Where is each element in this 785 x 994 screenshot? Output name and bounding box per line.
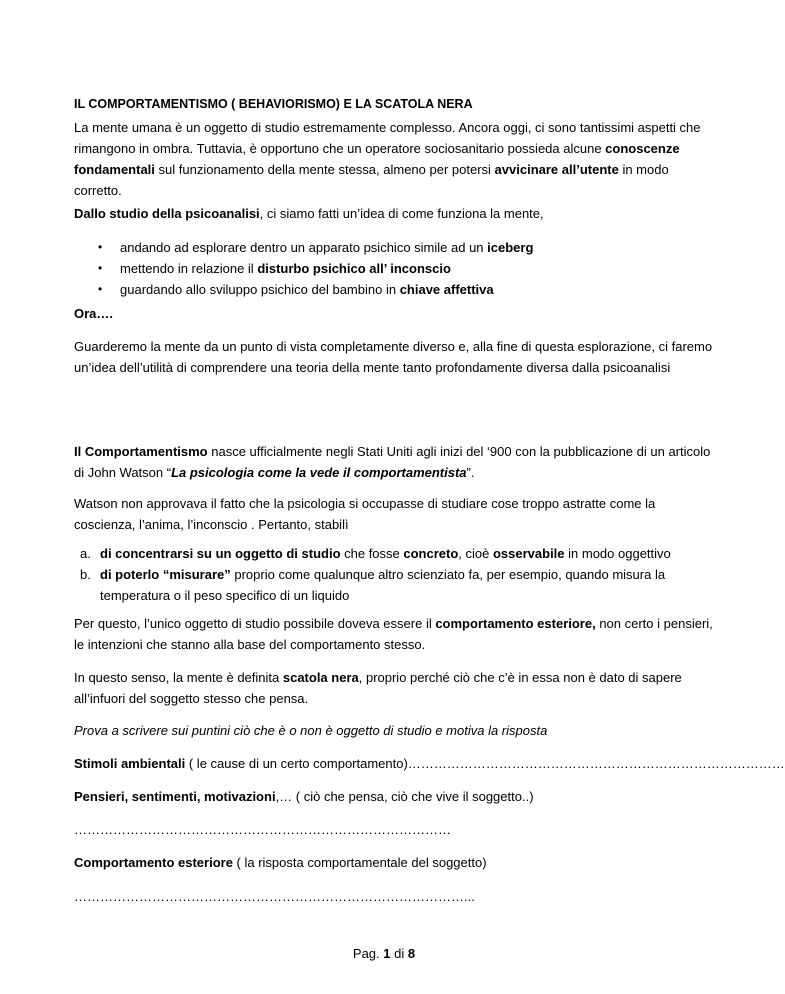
list-marker: a. (80, 546, 91, 561)
bold-text: Il Comportamentismo (74, 444, 208, 459)
italic-text: Prova a scrivere sui puntini ciò che è o non è oggetto di studio e motiva la risposta (74, 723, 548, 738)
bold-text: Stimoli ambientali (74, 756, 186, 771)
paragraph-object-of-study (74, 613, 714, 655)
bold-text: disturbo psichico all’ inconscio (257, 261, 451, 276)
text: sul funzionamento della mente stessa, almeno per potersi (154, 162, 495, 177)
text: , cioè (458, 546, 493, 561)
answer-line-thoughts: …………………………………………………………………………… (74, 822, 451, 837)
list-item (74, 258, 714, 279)
bold-text: osservabile (492, 546, 565, 561)
bold-text: avvicinare all’utente (494, 162, 619, 177)
answer-line: ( le cause di un certo comportamento)…………………………………………………………………………… (185, 756, 785, 771)
bold-text: Pensieri, sentimenti, motivazioni (74, 789, 276, 804)
text: , ci siamo fatti un’idea di come funziona la mente, (259, 206, 544, 221)
text: proprio come qualunque altro scienziato fa, per esempio, quando misura la temperatura o il peso specifico di un liquido (100, 567, 666, 603)
text: in modo oggettivo (564, 546, 671, 561)
bold-text: iceberg (487, 240, 534, 255)
bold-text: di poterlo “misurare” (100, 567, 231, 582)
paragraph-psychoanalysis (74, 203, 714, 224)
text: Pag. (352, 946, 384, 961)
current-page: 1 (383, 946, 391, 961)
list-item (74, 279, 714, 300)
text: La mente umana è un oggetto di studio estremamente complesso. Ancora oggi, ci sono tantissimi aspetti che rimangono in ombra. Tuttavia, è opportuno che un operatore sociosanitario possieda alcune (74, 120, 701, 156)
alpha-list (74, 543, 714, 606)
total-pages: 8 (407, 946, 416, 961)
bold-text: Comportamento esteriore (74, 855, 233, 870)
text: mettendo in relazione il (120, 261, 258, 276)
text: nasce ufficialmente negli Stati Uniti agli inizi del ‘900 con la pubblicazione di un articolo di John Watson “ (74, 444, 711, 480)
paragraph-watson: Watson non approvava il fatto che la psicologia si occupasse di studiare cose troppo astratte come la coscienza, l’anima, l’inconscio . Pertanto, stabilì (74, 496, 656, 532)
bold-text: scatola nera (282, 670, 359, 685)
text: che fosse (340, 546, 404, 561)
text: In questo senso, la mente è definita (74, 670, 283, 685)
text: di (390, 946, 408, 961)
text: non certo i pensieri, le intenzioni che stanno alla base del comportamento stesso. (74, 616, 713, 652)
document-title: IL COMPORTAMENTISMO ( BEHAVIORISMO) E LA SCATOLA NERA (74, 97, 473, 111)
bold-text: Ora…. (74, 306, 114, 321)
list-marker: b. (80, 567, 91, 582)
text: ( la risposta comportamentale del soggetto) (232, 855, 487, 870)
list-item (74, 237, 714, 258)
text: guardando allo sviluppo psichico del bambino in (120, 282, 400, 297)
text: ,… ( ciò che pensa, ciò che vive il soggetto..) (275, 789, 534, 804)
article-title: La psicologia come la vede il comportamentista (171, 465, 467, 480)
answer-line-behavior: ………………………………………………………………………………... (74, 889, 475, 904)
text: , proprio perché ciò che c’è in essa non è dato di sapere all’infuori del soggetto stesso che pensa. (74, 670, 682, 706)
page-number (0, 946, 768, 961)
list-item (74, 564, 714, 606)
bold-text: conoscenze fondamentali (74, 141, 680, 177)
text: in modo corretto. (74, 162, 669, 198)
bold-text: Dallo studio della psicoanalisi (74, 206, 260, 221)
paragraph-ora (74, 303, 714, 324)
exercise-instruction (74, 720, 714, 741)
paragraph-intro (74, 117, 714, 201)
paragraph-new-view: Guarderemo la mente da un punto di vista completamente diverso e, alla fine di questa esplorazione, ci faremo un’idea dell’utilità di comprendere una teoria della mente tanto profondamente diversa dalla psicoanalisi (74, 339, 713, 375)
bold-text: chiave affettiva (399, 282, 494, 297)
text: andando ad esplorare dentro un apparato psichico simile ad un (120, 240, 488, 255)
paragraph-black-box (74, 667, 714, 709)
text: Per questo, l’unico oggetto di studio possibile doveva essere il (74, 616, 436, 631)
bold-text: comportamento esteriore, (435, 616, 596, 631)
exercise-thoughts (74, 786, 714, 807)
text: ”. (466, 465, 475, 480)
bullet-list (74, 237, 714, 300)
exercise-stimuli (74, 753, 785, 774)
bold-text: concreto (403, 546, 459, 561)
exercise-behavior (74, 852, 714, 873)
list-item (74, 543, 714, 564)
paragraph-behaviorism (74, 441, 714, 483)
bold-text: di concentrarsi su un oggetto di studio (100, 546, 341, 561)
